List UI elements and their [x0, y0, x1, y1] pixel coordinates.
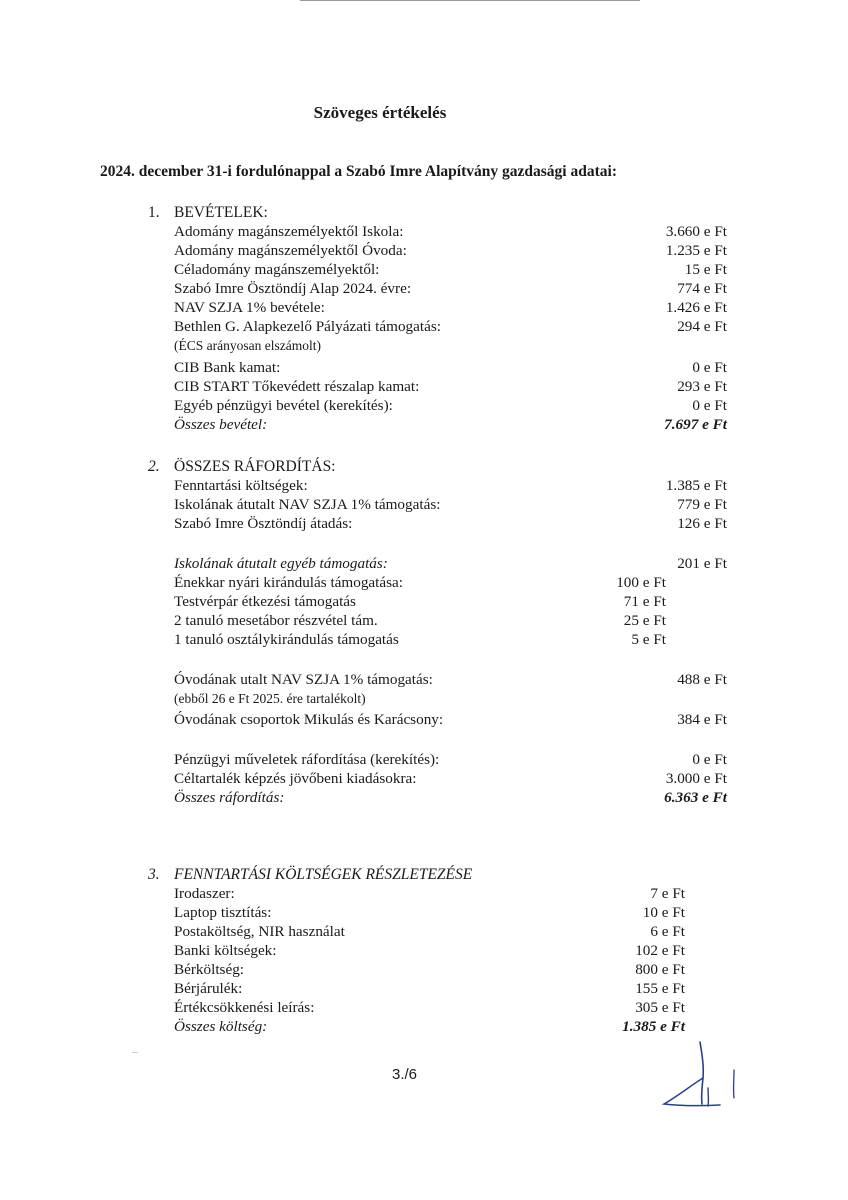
section-2-number: 2. — [148, 458, 160, 475]
row-value: 779 e Ft — [677, 496, 727, 513]
row-value: 10 e Ft — [642, 904, 685, 921]
row-label: Postaköltség, NIR használat — [174, 923, 345, 940]
page-subtitle: 2024. december 31-i fordulónappal a Szabó Imre Alapítvány gazdasági adatai: — [100, 163, 617, 180]
row-label: NAV SZJA 1% bevétele: — [174, 299, 325, 316]
signature — [660, 1040, 750, 1112]
section-3-number: 3. — [148, 866, 160, 883]
total-label: Összes bevétel: — [174, 416, 268, 433]
row-label: Testvérpár étkezési támogatás — [174, 593, 356, 610]
total-value: 6.363 e Ft — [664, 789, 727, 806]
row-value: 15 e Ft — [684, 261, 727, 278]
row-value: 293 e Ft — [677, 378, 727, 395]
row-value: 71 e Ft — [623, 593, 666, 610]
row-value: 488 e Ft — [677, 671, 727, 688]
row-value: 155 e Ft — [635, 980, 685, 997]
row-label: Értékcsökkenési leírás: — [174, 999, 315, 1016]
row-label: CIB START Tőkevédett részalap kamat: — [174, 378, 420, 395]
scan-mark — [132, 1052, 138, 1057]
row-label: Adomány magánszemélyektől Iskola: — [174, 223, 404, 240]
row-value: 126 e Ft — [677, 515, 727, 532]
section-1-title: BEVÉTELEK: — [174, 204, 268, 221]
row-label: Óvodának csoportok Mikulás és Karácsony: — [174, 711, 444, 728]
row-label: Pénzügyi műveletek ráfordítása (kerekítés): — [174, 751, 440, 768]
row-value: 305 e Ft — [635, 999, 685, 1016]
row-label: Bethlen G. Alapkezelő Pályázati támogatás: — [174, 318, 441, 335]
row-value: 1.385 e Ft — [665, 477, 727, 494]
top-rule — [300, 0, 640, 1]
row-value: 774 e Ft — [677, 280, 727, 297]
total-label: Összes ráfordítás: — [174, 789, 285, 806]
row-value: 201 e Ft — [677, 555, 727, 572]
row-label: CIB Bank kamat: — [174, 359, 281, 376]
row-label: Iskolának átutalt egyéb támogatás: — [174, 555, 388, 572]
total-value: 7.697 e Ft — [664, 416, 727, 433]
row-value: 7 e Ft — [650, 885, 685, 902]
row-value: 5 e Ft — [631, 631, 666, 648]
row-label: Szabó Imre Ösztöndíj átadás: — [174, 515, 353, 532]
row-label: Iskolának átutalt NAV SZJA 1% támogatás: — [174, 496, 441, 513]
row-value: 3.660 e Ft — [665, 223, 727, 240]
section-2-title: ÖSSZES RÁFORDÍTÁS: — [174, 458, 336, 475]
total-value: 1.385 e Ft — [622, 1018, 685, 1035]
section-1-number: 1. — [148, 204, 160, 221]
row-label: Bérjárulék: — [174, 980, 243, 997]
row-label: Irodaszer: — [174, 885, 235, 902]
row-label: Egyéb pénzügyi bevétel (kerekítés): — [174, 397, 393, 414]
row-value: 1.426 e Ft — [665, 299, 727, 316]
kindergarten-note: (ebből 26 e Ft 2025. ére tartalékolt) — [174, 691, 366, 706]
row-label: Adomány magánszemélyektől Óvoda: — [174, 242, 407, 259]
row-label: Fenntartási költségek: — [174, 477, 308, 494]
page-number: 3./6 — [392, 1066, 418, 1083]
row-label: 2 tanuló mesetábor részvétel tám. — [174, 612, 378, 629]
row-label: Óvodának utalt NAV SZJA 1% támogatás: — [174, 671, 433, 688]
row-label: Bérköltség: — [174, 961, 245, 978]
row-value: 0 e Ft — [692, 397, 727, 414]
row-value: 0 e Ft — [692, 359, 727, 376]
section-3-title: FENNTARTÁSI KÖLTSÉGEK RÉSZLETEZÉSE — [174, 866, 473, 883]
total-label: Összes költség: — [174, 1018, 268, 1035]
row-value: 3.000 e Ft — [665, 770, 727, 787]
row-value: 800 e Ft — [635, 961, 685, 978]
row-label: Banki költségek: — [174, 942, 277, 959]
row-value: 102 e Ft — [635, 942, 685, 959]
row-value: 294 e Ft — [677, 318, 727, 335]
income-note: (ÉCS arányosan elszámolt) — [174, 338, 321, 353]
row-label: Laptop tisztítás: — [174, 904, 272, 921]
row-label: Énekkar nyári kirándulás támogatása: — [174, 574, 403, 591]
row-value: 0 e Ft — [692, 751, 727, 768]
row-value: 100 e Ft — [616, 574, 666, 591]
row-value: 6 e Ft — [650, 923, 685, 940]
row-label: Céltartalék képzés jövőbeni kiadásokra: — [174, 770, 417, 787]
row-value: 25 e Ft — [623, 612, 666, 629]
row-label: Szabó Imre Ösztöndíj Alap 2024. évre: — [174, 280, 412, 297]
row-value: 1.235 e Ft — [665, 242, 727, 259]
row-value: 384 e Ft — [677, 711, 727, 728]
row-label: 1 tanuló osztálykirándulás támogatás — [174, 631, 399, 648]
page-title: Szöveges értékelés — [313, 103, 447, 122]
row-label: Céladomány magánszemélyektől: — [174, 261, 380, 278]
